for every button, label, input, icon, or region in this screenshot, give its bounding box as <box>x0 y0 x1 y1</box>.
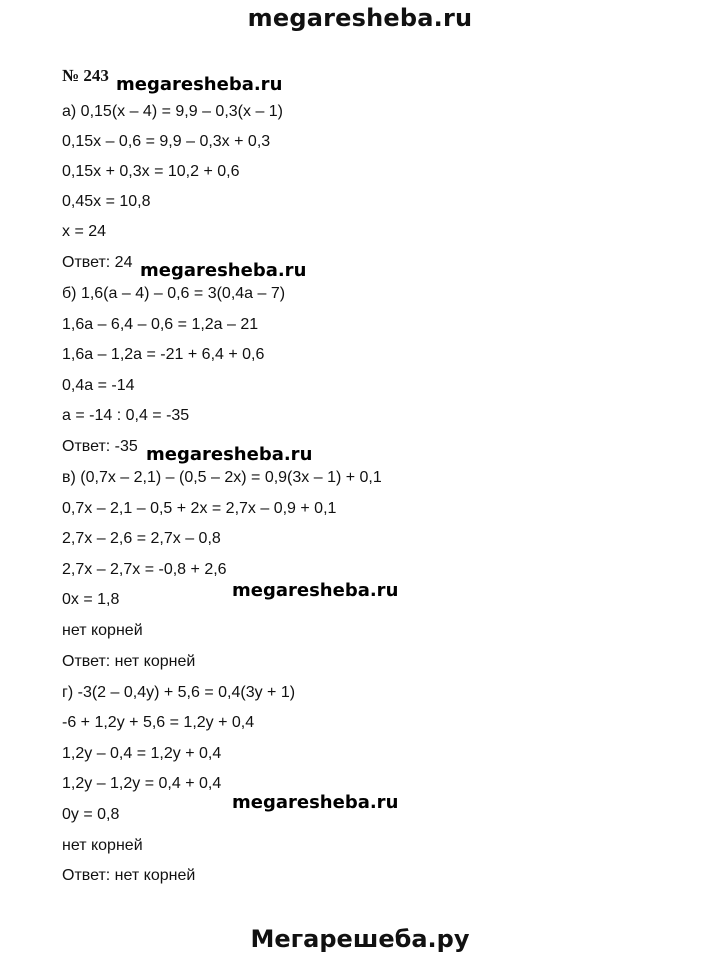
solution-line: x = 24 <box>62 223 107 240</box>
solution-line: 0,15x + 0,3x = 10,2 + 0,6 <box>62 163 240 180</box>
watermark: megaresheba.ru <box>232 792 399 813</box>
solution-line: а) 0,15(x – 4) = 9,9 – 0,3(x – 1) <box>62 103 284 120</box>
solution-line: 2,7x – 2,6 = 2,7x – 0,8 <box>62 530 221 547</box>
solution-line: 1,2y – 0,4 = 1,2y + 0,4 <box>62 745 222 762</box>
watermark: megaresheba.ru <box>116 74 283 95</box>
problem-number: № 243 <box>62 66 109 85</box>
solution-line: -6 + 1,2y + 5,6 = 1,2y + 0,4 <box>62 714 255 731</box>
solution-line: 2,7x – 2,7x = -0,8 + 2,6 <box>62 561 227 578</box>
answer-line: Ответ: 24 <box>62 254 133 271</box>
answer-line: Ответ: -35 <box>62 438 138 455</box>
solution-line: 0y = 0,8 <box>62 806 120 823</box>
solution-line: 1,6a – 1,2a = -21 + 6,4 + 0,6 <box>62 346 265 363</box>
solution-line: a = -14 : 0,4 = -35 <box>62 407 190 424</box>
watermark: megaresheba.ru <box>232 580 399 601</box>
solution-line: 0,45x = 10,8 <box>62 193 151 210</box>
solution-line: нет корней <box>62 837 143 854</box>
solution-line: г) -3(2 – 0,4y) + 5,6 = 0,4(3y + 1) <box>62 684 296 701</box>
watermark: megaresheba.ru <box>140 260 307 281</box>
solution-line: 0,4a = -14 <box>62 377 135 394</box>
solution-line: 0,15x – 0,6 = 9,9 – 0,3x + 0,3 <box>62 133 271 150</box>
footer-site-name: Мегарешеба.ру <box>250 925 470 953</box>
solution-line: в) (0,7x – 2,1) – (0,5 – 2x) = 0,9(3x – 1) + 0,1 <box>62 469 382 486</box>
answer-line: Ответ: нет корней <box>62 653 196 670</box>
solution-line: 1,6a – 6,4 – 0,6 = 1,2a – 21 <box>62 316 259 333</box>
solution-line: 0,7x – 2,1 – 0,5 + 2x = 2,7x – 0,9 + 0,1 <box>62 500 337 517</box>
header-site-name: megaresheba.ru <box>247 4 473 32</box>
solution-line: нет корней <box>62 622 143 639</box>
solution-line: б) 1,6(a – 4) – 0,6 = 3(0,4a – 7) <box>62 285 286 302</box>
solution-line: 1,2y – 1,2y = 0,4 + 0,4 <box>62 775 222 792</box>
watermark: megaresheba.ru <box>146 444 313 465</box>
answer-line: Ответ: нет корней <box>62 867 196 884</box>
solution-line: 0x = 1,8 <box>62 591 120 608</box>
